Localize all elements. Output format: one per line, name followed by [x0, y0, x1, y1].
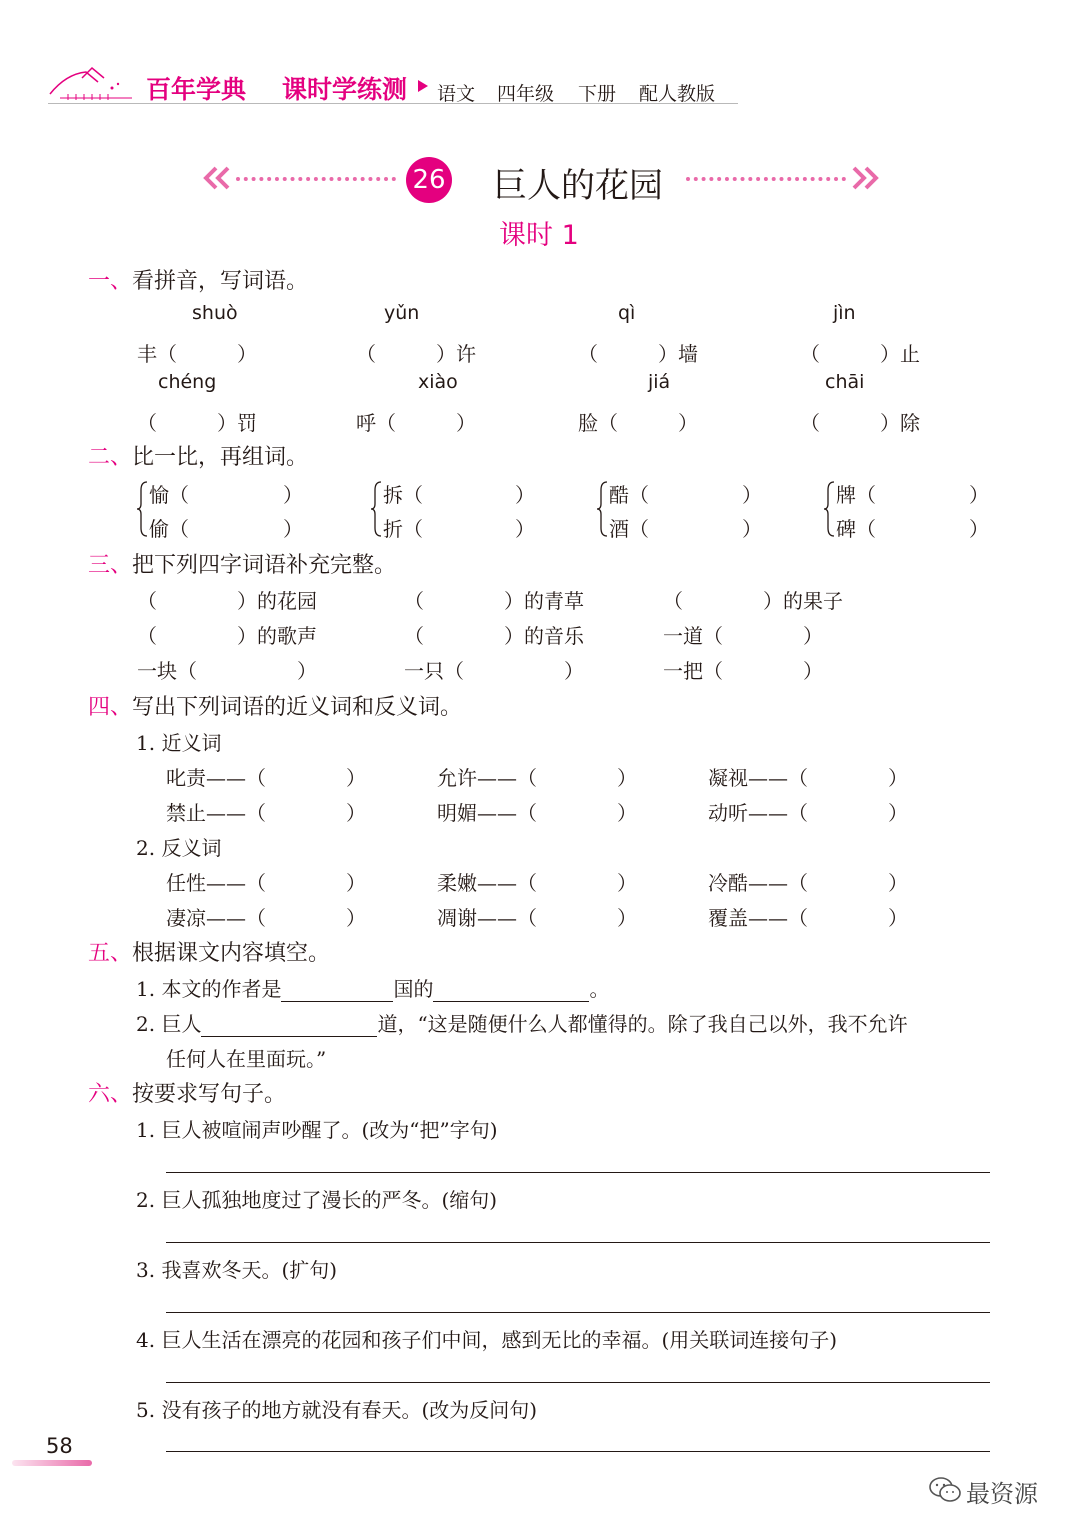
close-paren: ） — [515, 517, 535, 541]
close-paren: ） — [969, 483, 989, 507]
fill-blank[interactable]: 柔嫩——（ ） — [437, 871, 637, 895]
compare-char[interactable]: 偷（ — [149, 517, 189, 541]
fill-blank[interactable]: （ ）止 — [800, 342, 920, 366]
header-grade: 四年级 — [497, 83, 555, 105]
left-brace-icon — [596, 480, 608, 542]
question-5-1 — [136, 973, 609, 1002]
left-brace-icon — [823, 480, 835, 542]
compare-char[interactable]: 折（ — [383, 517, 423, 541]
q5-1-text-c: 。 — [589, 977, 610, 1001]
pinyin: xiào — [418, 371, 458, 393]
section-3-number: 三、 — [88, 553, 133, 578]
fill-blank[interactable]: 动听——（ ） — [708, 801, 908, 825]
section-6-heading — [88, 1077, 286, 1108]
header-arrow-icon — [418, 80, 428, 92]
fill-blank[interactable]: （ ）除 — [800, 411, 920, 435]
section-6-title: 按要求写句子。 — [132, 1082, 287, 1107]
page-number: 58 — [46, 1434, 73, 1458]
section-4-heading — [88, 690, 462, 721]
answer-line[interactable] — [166, 1312, 990, 1313]
fill-blank[interactable]: 凝视——（ ） — [708, 766, 908, 790]
fill-blank[interactable]: 一块（ ） — [137, 659, 317, 683]
q5-2-text-c: 任何人在里面玩。” — [166, 1047, 327, 1071]
close-paren: ） — [283, 483, 303, 507]
left-brace-icon — [136, 480, 148, 542]
pinyin: yǔn — [384, 302, 420, 324]
fill-blank[interactable]: 任性——（ ） — [166, 871, 366, 895]
fill-blank[interactable]: 呼（ ） — [356, 411, 476, 435]
close-paren: ） — [283, 517, 303, 541]
header-series: 课时学练测 — [282, 75, 408, 104]
compare-char[interactable]: 牌（ — [836, 483, 876, 507]
section-6-number: 六、 — [88, 1082, 133, 1107]
fill-blank[interactable]: （ ）的花园 — [137, 589, 317, 613]
manner-blank[interactable] — [201, 1016, 377, 1037]
fill-blank[interactable]: 覆盖——（ ） — [708, 906, 908, 930]
header-subject: 语文 — [437, 83, 476, 105]
section-1-heading — [88, 264, 308, 295]
pinyin: qì — [618, 302, 636, 324]
question-6-2: 2. 巨人孤独地度过了漫长的严冬。(缩句) — [136, 1188, 498, 1212]
compare-char[interactable]: 碑（ — [836, 517, 876, 541]
section-1-number: 一、 — [88, 269, 133, 294]
fill-blank[interactable]: 一把（ ） — [663, 659, 823, 683]
page-number-bar — [12, 1460, 92, 1466]
left-brace-icon — [370, 480, 382, 542]
section-2-number: 二、 — [88, 445, 133, 470]
watermark: 最资源 — [966, 1480, 1038, 1508]
fill-blank[interactable]: 凄凉——（ ） — [166, 906, 366, 930]
compare-char[interactable]: 酷（ — [609, 483, 649, 507]
compare-char[interactable]: 拆（ — [383, 483, 423, 507]
lesson-period: 课时 1 — [499, 220, 579, 251]
fill-blank[interactable]: （ ）墙 — [578, 342, 698, 366]
pinyin: jìn — [833, 302, 856, 324]
header-divider — [48, 103, 738, 104]
fill-blank[interactable]: 丰（ ） — [137, 342, 257, 366]
fill-blank[interactable]: 明媚——（ ） — [437, 801, 637, 825]
question-6-4: 4. 巨人生活在漂亮的花园和孩子们中间，感到无比的幸福。(用关联词连接句子) — [136, 1328, 838, 1352]
section-2-title: 比一比，再组词。 — [132, 445, 309, 470]
question-5-2 — [136, 1008, 908, 1037]
question-6-3: 3. 我喜欢冬天。(扩句) — [136, 1258, 338, 1282]
subheading-antonyms: 2. 反义词 — [136, 836, 222, 860]
section-3-title: 把下列四字词语补充完整。 — [132, 553, 397, 578]
close-paren: ） — [742, 517, 762, 541]
compare-char[interactable]: 愉（ — [149, 483, 189, 507]
close-paren: ） — [742, 483, 762, 507]
fill-blank[interactable]: 叱责——（ ） — [166, 766, 366, 790]
fill-blank[interactable]: （ ）的青草 — [404, 589, 584, 613]
subheading-synonyms: 1. 近义词 — [136, 731, 222, 755]
section-1-title: 看拼音，写词语。 — [132, 269, 309, 294]
fill-blank[interactable]: 一只（ ） — [404, 659, 584, 683]
pinyin: shuò — [192, 302, 238, 324]
fill-blank[interactable]: （ ）许 — [356, 342, 476, 366]
fill-blank[interactable]: （ ）的音乐 — [404, 624, 584, 648]
fill-blank[interactable]: 一道（ ） — [663, 624, 823, 648]
question-6-5: 5. 没有孩子的地方就没有春天。(改为反问句) — [136, 1398, 538, 1422]
header-brand: 百年学典 — [146, 75, 247, 104]
section-5-heading — [88, 936, 330, 967]
author-nationality-blank[interactable] — [281, 981, 393, 1002]
pinyin: chéng — [158, 371, 217, 393]
fill-blank[interactable]: 禁止——（ ） — [166, 801, 366, 825]
fill-blank[interactable]: 允许——（ ） — [437, 766, 637, 790]
section-5-number: 五、 — [88, 941, 133, 966]
header-logo — [46, 64, 136, 104]
close-paren: ） — [969, 517, 989, 541]
fill-blank[interactable]: （ ）的果子 — [663, 589, 843, 613]
lesson-number: 26 — [406, 157, 452, 203]
answer-line[interactable] — [166, 1451, 990, 1452]
lesson-title: 巨人的花园 — [493, 166, 663, 206]
fill-blank[interactable]: （ ）罚 — [137, 411, 257, 435]
section-4-title: 写出下列词语的近义词和反义词。 — [132, 695, 463, 720]
q5-2-text-a: 2. 巨人 — [136, 1012, 202, 1036]
fill-blank[interactable]: 冷酷——（ ） — [708, 871, 908, 895]
pinyin: jiá — [648, 371, 671, 393]
section-2-heading — [88, 440, 308, 471]
left-dotted-rule — [236, 177, 396, 181]
fill-blank[interactable]: 脸（ ） — [578, 411, 698, 435]
q5-2-text-b: 道，“这是随便什么人都懂得的。除了我自己以外，我不允许 — [377, 1012, 908, 1036]
section-4-number: 四、 — [88, 695, 133, 720]
header-volume: 下册 — [578, 83, 617, 105]
compare-char[interactable]: 酒（ — [609, 517, 649, 541]
right-chevron-icon — [850, 166, 880, 194]
section-3-heading — [88, 548, 396, 579]
author-name-blank[interactable] — [433, 981, 589, 1002]
q5-1-text-a: 1. 本文的作者是 — [136, 977, 282, 1001]
answer-line[interactable] — [166, 1382, 990, 1383]
pinyin: chāi — [825, 371, 865, 393]
q5-1-text-b: 国的 — [393, 977, 434, 1001]
fill-blank[interactable]: （ ）的歌声 — [137, 624, 317, 648]
left-chevron-icon — [202, 166, 232, 194]
answer-line[interactable] — [166, 1242, 990, 1243]
question-6-1: 1. 巨人被喧闹声吵醒了。(改为“把”字句) — [136, 1118, 498, 1142]
wechat-icon — [928, 1476, 962, 1508]
fill-blank[interactable]: 凋谢——（ ） — [437, 906, 637, 930]
section-5-title: 根据课文内容填空。 — [132, 941, 331, 966]
close-paren: ） — [515, 483, 535, 507]
answer-line[interactable] — [166, 1172, 990, 1173]
right-dotted-rule — [686, 177, 846, 181]
header-edition: 配人教版 — [639, 83, 716, 105]
